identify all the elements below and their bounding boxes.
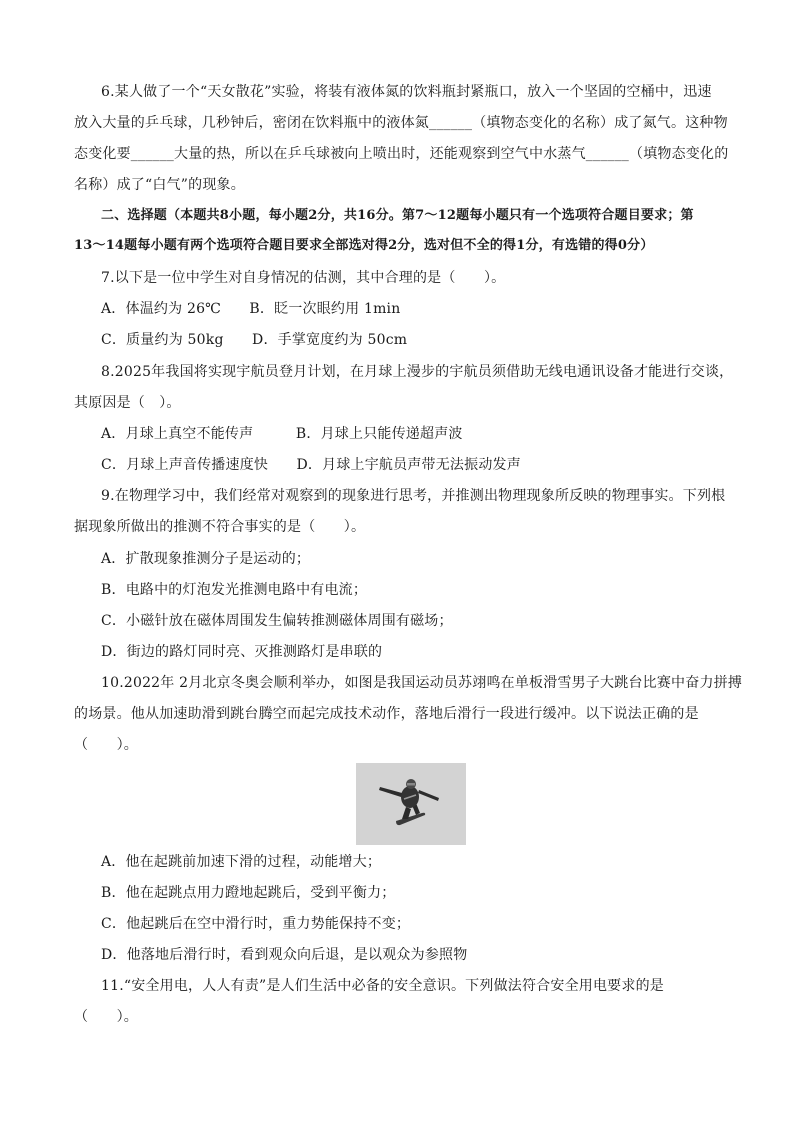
q7-stem: 7.以下是一位中学生对自身情况的估测，其中合理的是（ ）。 <box>101 270 506 286</box>
q6-line-4: 名称）成了“白气”的现象。 <box>74 177 245 193</box>
section-heading-line-1: 二、选择题（本题共8小题，每小题2分，共16分。第7～12题每小题只有一个选项符合题目要求；第 <box>101 208 694 223</box>
q8-line-2: 其原因是（ ）。 <box>74 395 181 411</box>
q9-option-a: A．扩散现象推测分子是运动的； <box>101 551 311 567</box>
snowboarder-photo <box>356 763 466 845</box>
q9-option-b: B．电路中的灯泡发光推测电路中有电流； <box>101 582 368 598</box>
q9-line-2: 据现象所做出的推测不符合事实的是（ ）。 <box>74 519 366 535</box>
q7-options-2: C．质量约为 50kg D．手掌宽度约为 50cm <box>101 332 408 348</box>
q10-line-2: 的场景。他从加速助滑到跳台腾空而起完成技术动作，落地后滑行一段进行缓冲。以下说法正确的是 <box>74 706 699 722</box>
q10-option-d: D．他落地后滑行时，看到观众向后退，是以观众为参照物 <box>101 947 468 963</box>
q9-option-d: D．街边的路灯同时亮、灭推测路灯是串联的 <box>101 644 383 660</box>
q10-line-3: （ ）。 <box>74 737 138 753</box>
q6-line-1: 6.某人做了一个“天女散花”实验，将装有液体氮的饮料瓶封紧瓶口，放入一个坚固的空桶中，迅速 <box>101 84 712 100</box>
q6-line-3: 态变化要______大量的热，所以在乒乓球被向上喷出时，还能观察到空气中水蒸气______（填物态变化的 <box>74 146 729 162</box>
q10-option-c: C．他起跳后在空中滑行时，重力势能保持不变； <box>101 916 411 932</box>
q8-line-1: 8.2025年我国将实现宇航员登月计划，在月球上漫步的宇航员须借助无线电通讯设备才能进行交谈， <box>101 364 734 380</box>
q7-options-1: A．体温约为 26℃ B．眨一次眼约用 1min <box>101 301 401 317</box>
q8-options-1: A．月球上真空不能传声 B．月球上只能传递超声波 <box>101 426 463 442</box>
q8-options-2: C．月球上声音传播速度快 D．月球上宇航员声带无法振动发声 <box>101 457 521 473</box>
q10-option-b: B．他在起跳点用力蹬地起跳后，受到平衡力； <box>101 885 396 901</box>
q10-option-a: A．他在起跳前加速下滑的过程，动能增大； <box>101 854 382 870</box>
q11-line-1: 11.“安全用电，人人有责”是人们生活中必备的安全意识。下列做法符合安全用电要求的是 <box>101 978 664 994</box>
q9-option-c: C．小磁针放在磁体周围发生偏转推测磁体周围有磁场； <box>101 613 453 629</box>
q11-line-2: （ ）。 <box>74 1009 138 1025</box>
q10-line-1: 10.2022年 2月北京冬奥会顺利举办，如图是我国运动员苏翊鸣在单板滑雪男子大跳台比赛中奋力拼搏 <box>101 675 743 691</box>
q6-line-2: 放入大量的乒乓球，几秒钟后，密闭在饮料瓶中的液体氮______（填物态变化的名称）成了氮气。这种物 <box>74 115 728 131</box>
q9-line-1: 9.在物理学习中，我们经常对观察到的现象进行思考，并推测出物理现象所反映的物理事实。下列根 <box>101 488 726 504</box>
section-heading-line-2: 13～14题每小题有两个选项符合题目要求全部选对得2分，选对但不全的得1分，有选错的得0分） <box>74 238 654 253</box>
